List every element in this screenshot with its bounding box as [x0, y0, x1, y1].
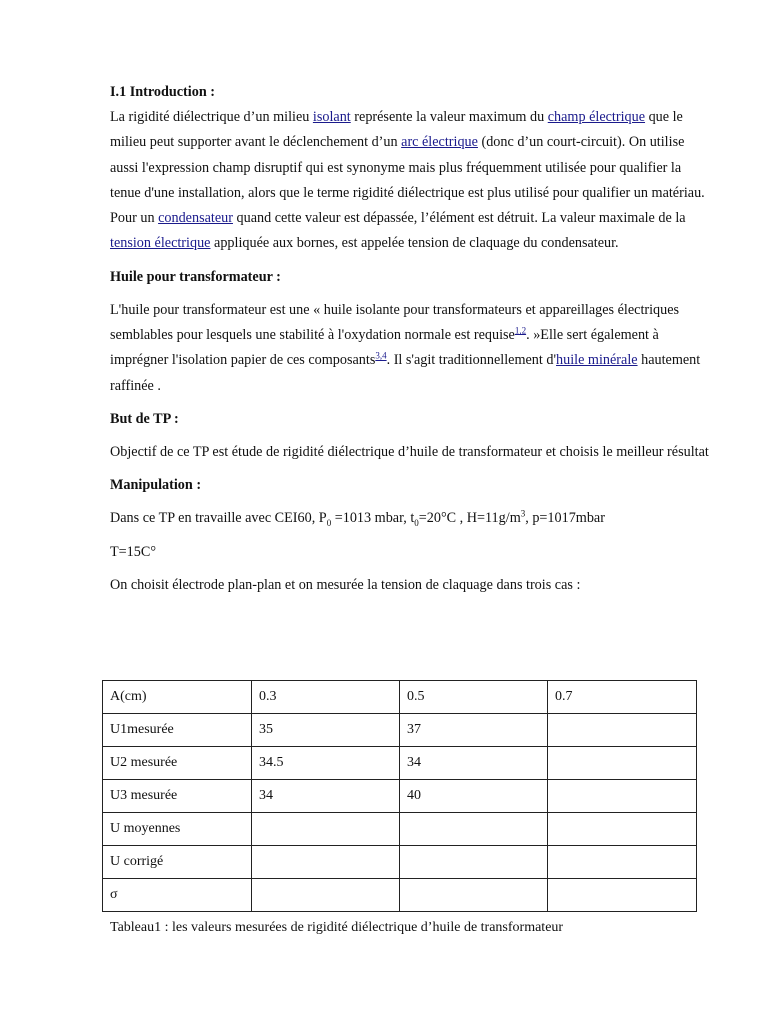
table-cell — [548, 780, 697, 813]
huile-text-2: . »Elle sert également à imprégner l'isolation papier de ces composants — [110, 327, 659, 369]
manipulation-description: On choisit électrode plan-plan et on mesurée la tension de claquage dans trois cas : — [110, 576, 581, 593]
manipulation-conditions: Dans ce TP en travaille avec CEI60, $P_0 =1013$ mbar, $t_0=20^\circ C$ , $H=11g/m^3$, p=1017mbar — [110, 508, 605, 529]
intro-text-2: représente la valeur maximum du — [350, 109, 548, 125]
huile-heading: Huile pour transformateur : — [110, 268, 281, 285]
huile-text-3: . Il s'agit traditionnellement d' — [386, 352, 557, 369]
table-cell — [400, 813, 548, 846]
table-cell: 37 — [400, 714, 548, 747]
table-cell: 0.7 — [548, 681, 697, 714]
table-cell: U1mesurée — [103, 714, 252, 747]
table-cell: 0.5 — [400, 681, 548, 714]
arc-electrique-link[interactable]: arc électrique — [401, 134, 478, 151]
document-page — [110, 80, 710, 598]
table-row — [103, 747, 697, 780]
table-row — [103, 846, 697, 879]
measurement-table — [102, 680, 697, 912]
tension-electrique-link[interactable]: tension électrique — [110, 235, 211, 252]
table-cell — [548, 846, 697, 879]
table-cell: 34 — [400, 747, 548, 780]
intro-text-6: appliquée aux bornes, est appelée tension de claquage du condensateur. — [210, 235, 619, 252]
table-cell — [548, 813, 697, 846]
manipulation-heading: Manipulation : — [110, 477, 202, 494]
table-row — [103, 879, 697, 912]
table-cell: U2 mesurée — [103, 747, 252, 780]
table-cell: U corrigé — [103, 846, 252, 879]
but-heading: But de TP : — [110, 410, 179, 427]
table-cell: A(cm) — [103, 681, 252, 714]
table-row — [103, 714, 697, 747]
temperature-line: T=15C° — [110, 543, 156, 560]
table-cell: σ — [103, 879, 252, 912]
intro-text-4: (donc d’un court-circuit). On utilise aussi l'expression champ disruptif qui est synonyme mais plus fréquemment utilisée pour qualifier la tenue d'une installation, alors que le terme rigidité diélectrique est plus utilisé pour qualifier un matériau. Pour un — [110, 134, 705, 227]
but-paragraph: Objectif de ce TP est étude de rigidité diélectrique d’huile de transformateur et choisis le meilleur résultat — [110, 443, 709, 460]
champ-electrique-link[interactable]: champ électrique — [547, 109, 646, 125]
table-cell: U3 mesurée — [103, 780, 252, 813]
table-cell: 35 — [252, 714, 400, 747]
table-cell — [252, 846, 400, 879]
intro-text-3: que le milieu peut supporter avant le déclenchement d’un — [110, 109, 683, 151]
huile-paragraph — [110, 298, 710, 399]
table-cell: U moyennes — [103, 813, 252, 846]
intro-text-1: La rigidité diélectrique d’un milieu — [110, 109, 313, 125]
intro-heading: I.1 Introduction : — [110, 84, 215, 100]
condensateur-link[interactable]: condensateur — [158, 210, 233, 227]
intro-paragraph — [110, 105, 710, 257]
reference-link-1-2[interactable]: 1,2 — [514, 325, 527, 336]
table-row — [103, 780, 697, 813]
table-cell — [548, 714, 697, 747]
table-cell: 34 — [252, 780, 400, 813]
table-cell — [400, 846, 548, 879]
table-cell — [548, 747, 697, 780]
table-row — [103, 681, 697, 714]
table-cell — [548, 879, 697, 912]
isolant-link[interactable]: isolant — [312, 109, 351, 125]
reference-link-3-4[interactable]: 3,4 — [375, 350, 387, 361]
table-cell — [252, 879, 400, 912]
huile-minerale-link[interactable]: huile minérale — [556, 352, 638, 369]
table-cell — [400, 879, 548, 912]
table-cell: 0.3 — [252, 681, 400, 714]
table-cell: 40 — [400, 780, 548, 813]
intro-text-5: quand cette valeur est dépassée, l’élément est détruit. La valeur maximale de la — [232, 210, 686, 227]
table-cell: 34.5 — [252, 747, 400, 780]
table-row — [103, 813, 697, 846]
huile-text-1: L'huile pour transformateur est une « huile isolante pour transformateurs et appareillages électriques semblables pour lesquels une stabilité à l'oxydation normale est requise — [110, 301, 680, 344]
huile-text-4: hautement raffinée . — [110, 352, 701, 394]
table-caption: Tableau1 : les valeurs mesurées de rigidité diélectrique d’huile de transformateur — [110, 920, 564, 935]
table-cell — [252, 813, 400, 846]
